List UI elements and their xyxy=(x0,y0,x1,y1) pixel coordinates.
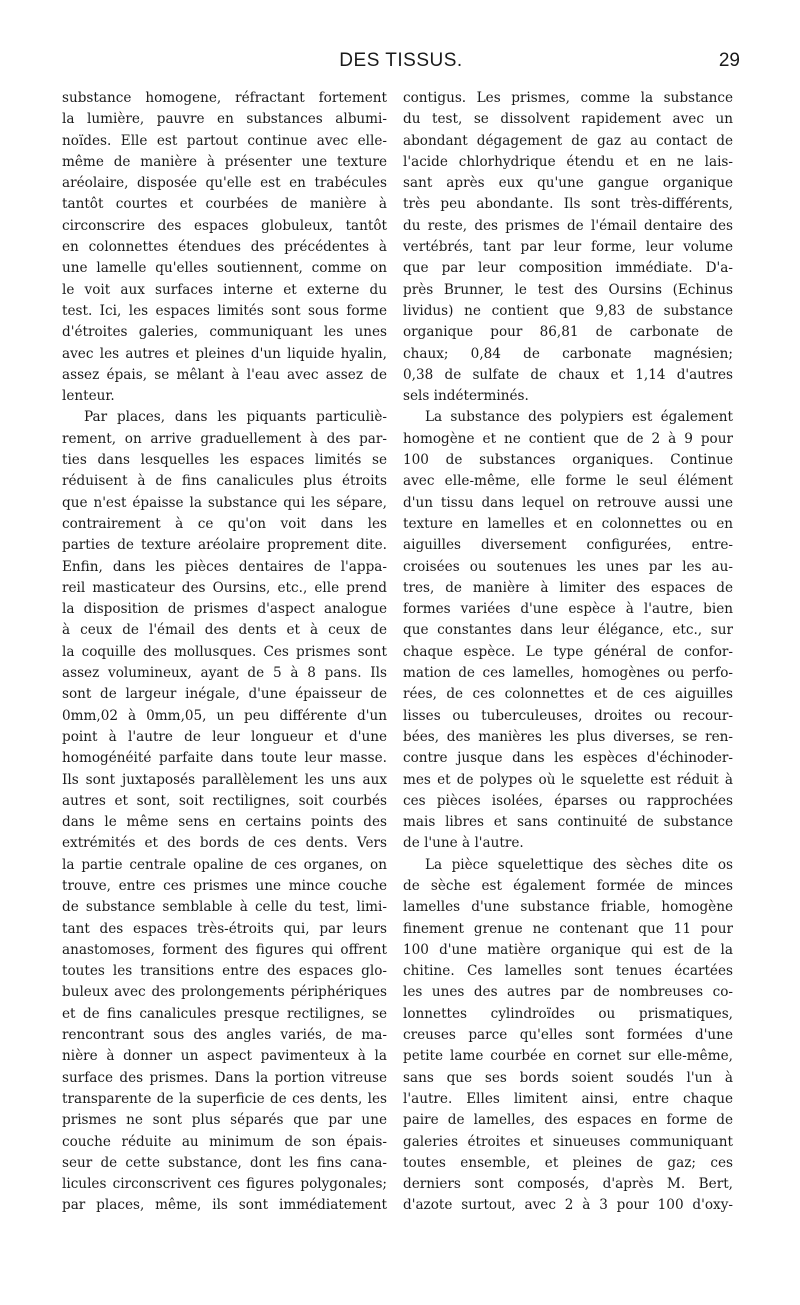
text-line: licules circonscrivent ces figures polygonales; xyxy=(62,1176,387,1193)
text-line: en colonnettes étendues des précédentes à xyxy=(62,239,387,256)
text-line: tres, de manière à limiter des espaces de xyxy=(403,579,733,596)
text-line: la lumière, pauvre en substances albumi- xyxy=(62,111,387,128)
text-line: tantôt courtes et courbées de manière à xyxy=(62,196,387,213)
text-column-right xyxy=(403,88,733,1217)
text-line: dans le même sens en certains points des xyxy=(62,814,387,831)
text-line: aréolaire, disposée qu'elle est en trabécules xyxy=(62,175,387,192)
text-line: circonscrire des espaces globuleux, tantôt xyxy=(62,217,387,234)
text-line: chaux; 0,84 de carbonate magnésien; xyxy=(403,345,733,362)
text-line: galeries étroites et sinueuses communiquant xyxy=(403,1133,733,1150)
text-line: avec elle-même, elle forme le seul élément xyxy=(403,473,733,490)
text-column-left xyxy=(62,88,387,1217)
text-line: du test, se dissolvent rapidement avec un xyxy=(403,111,733,128)
text-line: chitine. Ces lamelles sont tenues écartées xyxy=(403,963,733,980)
text-line: abondant dégagement de gaz au contact de xyxy=(403,132,733,149)
text-line: contigus. Les prismes, comme la substance xyxy=(403,90,733,106)
text-line: lonnettes cylindroïdes ou prismatiques, xyxy=(403,1005,733,1022)
text-line: la disposition de prismes d'aspect analogue xyxy=(62,601,387,618)
text-line: toutes ensemble, et pleines de gaz; ces xyxy=(403,1154,733,1171)
text-line: lisses ou tuberculeuses, droites ou recour- xyxy=(403,707,733,724)
text-line: croisées ou soutenues les unes par les au- xyxy=(403,558,733,575)
text-line: que n'est épaisse la substance qui les sépare, xyxy=(62,494,387,511)
text-line: homogène et ne contient que de 2 à 9 pour xyxy=(403,430,733,447)
text-line: de l'une à l'autre. xyxy=(403,835,524,852)
running-head: DES TISSUS. xyxy=(339,50,463,71)
text-line: tant des espaces très-étroits qui, par leurs xyxy=(62,920,387,937)
text-line: mais libres et sans continuité de substance xyxy=(403,814,733,831)
text-line: le voit aux surfaces interne et externe du xyxy=(62,281,387,298)
text-line: organique pour 86,81 de carbonate de xyxy=(403,324,733,341)
text-line: que constantes dans leur élégance, etc., sur xyxy=(403,622,733,639)
text-line: autres et sont, soit rectilignes, soit courbés xyxy=(62,792,387,809)
text-line: d'étroites galeries, communiquant les unes xyxy=(62,324,387,341)
text-line: rencontrant sous des angles variés, de ma- xyxy=(62,1027,387,1044)
text-line: ties dans lesquelles les espaces limités se xyxy=(62,452,387,469)
text-line: point à l'autre de leur longueur et d'une xyxy=(62,728,387,745)
text-line: ces pièces isolées, éparses ou rapprochées xyxy=(403,792,733,809)
text-line: lamelles d'une substance friable, homogène xyxy=(403,899,733,916)
text-line: sels indéterminés. xyxy=(403,388,529,405)
text-line: paire de lamelles, des espaces en forme de xyxy=(403,1112,733,1129)
text-line: mation de ces lamelles, homogènes ou perfo- xyxy=(403,665,733,682)
text-line: réduisent à de fins canalicules plus étroits xyxy=(62,473,387,490)
text-line: l'autre. Elles limitent ainsi, entre chaque xyxy=(403,1090,733,1107)
text-line: homogénéité parfaite dans toute leur masse. xyxy=(62,750,387,767)
text-line: texture en lamelles et en colonnettes ou en xyxy=(403,515,733,532)
text-line: La pièce squelettique des sèches dite os xyxy=(425,856,733,873)
text-line: de substance semblable à celle du test, limi- xyxy=(62,899,387,916)
text-line: aiguilles diversement configurées, entre- xyxy=(403,537,733,554)
text-line: avec les autres et pleines d'un liquide hyalin, xyxy=(62,345,387,362)
text-line: bées, des manières les plus diverses, se ren- xyxy=(403,728,733,745)
text-line: La substance des polypiers est également xyxy=(425,409,733,426)
text-line: noïdes. Elle est partout continue avec elle- xyxy=(62,132,387,149)
text-line: nière à donner un aspect pavimenteux à la xyxy=(62,1048,387,1065)
text-line: mes et de polypes où le squelette est réduit à xyxy=(403,771,733,788)
text-line: anastomoses, forment des figures qui offrent xyxy=(62,941,387,958)
text-line: seur de cette substance, dont les fins cana- xyxy=(62,1154,387,1171)
text-line: transparente de la superficie de ces dents, les xyxy=(62,1090,387,1107)
text-line: que par leur composition immédiate. D'a- xyxy=(403,260,733,277)
text-line: 0mm,02 à 0mm,05, un peu différente d'un xyxy=(62,707,387,724)
text-line: la coquille des mollusques. Ces prismes sont xyxy=(62,643,387,660)
text-line: même de manière à présenter une texture xyxy=(62,153,387,170)
text-line: les unes des autres par de nombreuses co- xyxy=(403,984,733,1001)
page-header xyxy=(62,50,740,78)
text-line: sans que ses bords soient soudés l'un à xyxy=(403,1069,733,1086)
text-line: Par places, dans les piquants particuliè- xyxy=(84,409,387,426)
text-line: derniers sont composés, d'après M. Bert, xyxy=(403,1176,733,1193)
text-line: à ceux de l'émail des dents et à ceux de xyxy=(62,622,387,639)
text-line: chaque espèce. Le type général de confor- xyxy=(403,643,733,660)
text-line: parties de texture aréolaire proprement dite. xyxy=(62,537,387,554)
text-line: surface des prismes. Dans la portion vitreuse xyxy=(62,1069,387,1086)
text-line: et de fins canalicules presque rectilignes, se xyxy=(62,1005,387,1022)
text-line: petite lame courbée en cornet sur elle-même, xyxy=(403,1048,733,1065)
text-line: sant après eux qu'une gangue organique xyxy=(403,175,733,192)
text-line: 100 de substances organiques. Continue xyxy=(403,452,733,469)
text-line: la partie centrale opaline de ces organes, on xyxy=(62,856,387,873)
text-line: du reste, des prismes de l'émail dentaire des xyxy=(403,217,733,234)
text-line: lenteur. xyxy=(62,388,115,405)
text-line: Ils sont juxtaposés parallèlement les uns aux xyxy=(62,771,387,788)
text-line: prismes ne sont plus séparés que par une xyxy=(62,1112,387,1129)
text-line: Enfin, dans les pièces dentaires de l'appa- xyxy=(62,558,387,575)
text-line: formes variées d'une espèce à l'autre, bien xyxy=(403,601,733,618)
text-line: assez volumineux, ayant de 5 à 8 pans. Ils xyxy=(62,665,387,682)
text-line: creuses parce qu'elles sont formées d'une xyxy=(403,1027,733,1044)
text-line: contre jusque dans les espèces d'échinoder- xyxy=(403,750,733,767)
text-line: une lamelle qu'elles soutiennent, comme on xyxy=(62,260,387,277)
text-line: vertébrés, tant par leur forme, leur volume xyxy=(403,239,733,256)
text-line: de sèche est également formée de minces xyxy=(403,877,733,894)
text-line: couche réduite au minimum de son épais- xyxy=(62,1133,387,1150)
text-line: toutes les transitions entre des espaces glo- xyxy=(62,963,387,980)
text-line: 100 d'une matière organique qui est de la xyxy=(403,941,733,958)
text-line: finement grenue ne contenant que 11 pour xyxy=(403,920,733,937)
text-line: rement, on arrive graduellement à des par- xyxy=(62,430,387,447)
text-line: extrémités et des bords de ces dents. Vers xyxy=(62,835,387,852)
text-line: test. Ici, les espaces limités sont sous forme xyxy=(62,302,387,319)
text-line: buleux avec des prolongements périphériques xyxy=(62,984,387,1001)
text-line: d'azote surtout, avec 2 à 3 pour 100 d'oxy- xyxy=(403,1197,733,1214)
text-line: assez épais, se mêlant à l'eau avec assez de xyxy=(62,366,387,383)
text-line: près Brunner, le test des Oursins (Echinus xyxy=(403,281,733,298)
text-line: trouve, entre ces prismes une mince couche xyxy=(62,877,387,894)
text-line: lividus) ne contient que 9,83 de substance xyxy=(403,302,733,319)
page-number: 29 xyxy=(718,50,740,71)
text-line: d'un tissu dans lequel on retrouve aussi une xyxy=(403,494,733,511)
text-line: substance homogene, réfractant fortement xyxy=(62,90,387,106)
text-line: reil masticateur des Oursins, etc., elle prend xyxy=(62,579,387,596)
text-line: très peu abondante. Ils sont très-différents, xyxy=(403,196,733,213)
text-line: l'acide chlorhydrique étendu et en ne lais- xyxy=(403,153,733,170)
text-line: par places, même, ils sont immédiatement xyxy=(62,1197,387,1214)
text-line: contrairement à ce qu'on voit dans les xyxy=(62,515,387,532)
text-line: sont de largeur inégale, d'une épaisseur de xyxy=(62,686,387,703)
text-line: 0,38 de sulfate de chaux et 1,14 d'autres xyxy=(403,366,733,383)
text-line: rées, de ces colonnettes et de ces aiguilles xyxy=(403,686,733,703)
